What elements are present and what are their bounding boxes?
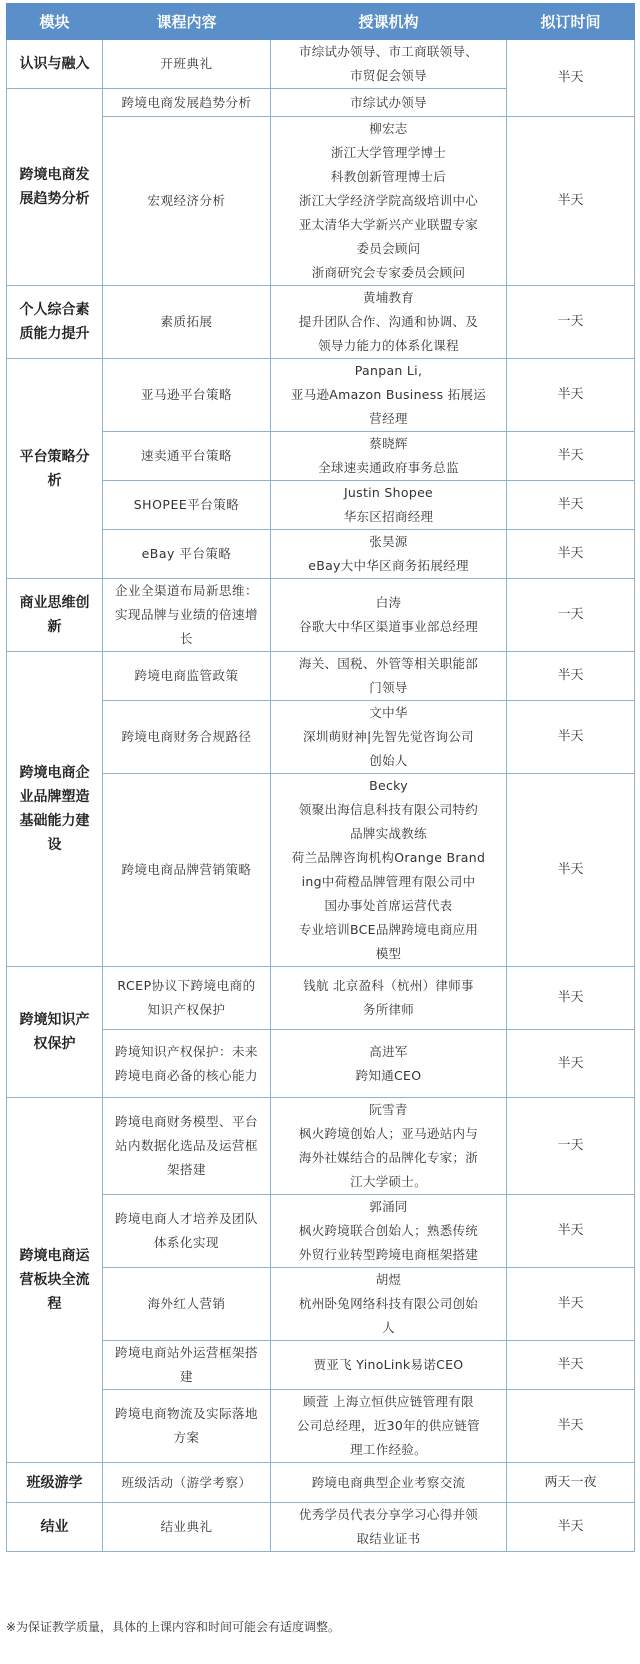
org-line: 领导力能力的体系化课程 [318,338,459,353]
time-cell: 半天 [507,40,635,117]
course-cell: 宏观经济分析 [103,117,271,286]
org-cell [271,1503,507,1552]
org-cell [271,117,507,286]
org-line: 创始人 [369,753,408,768]
org-line: 理工作经验。 [350,1442,427,1457]
time-cell: 半天 [507,967,635,1030]
org-line: 人 [382,1320,395,1335]
time-cell: 半天 [507,652,635,701]
org-line: 贾亚飞 YinoLink易诺CEO [313,1357,464,1372]
header-module: 模块 [7,4,103,40]
org-line: 柳宏志 [369,121,408,136]
time-cell: 半天 [507,432,635,481]
org-line: 取结业证书 [356,1531,421,1546]
org-line: 外贸行业转型跨境电商框架搭建 [298,1247,479,1262]
org-line: 黄埔教育 [362,290,415,305]
org-line: 浙江大学经济学院高级培训中心 [298,193,479,208]
module-cell: 认识与融入 [7,40,103,89]
table-row [7,359,635,432]
course-cell: 跨境电商财务合规路径 [103,701,271,774]
time-cell: 半天 [507,117,635,286]
org-line: Justin Shopee [343,485,434,500]
course-cell: eBay 平台策略 [103,530,271,579]
table-row [7,652,635,701]
module-cell: 平台策略分析 [7,359,103,579]
org-cell [271,1195,507,1268]
org-line: 浙江大学管理学博士 [330,145,447,160]
org-line: 枫火跨境联合创始人；熟悉传统 [298,1223,479,1238]
org-line: 胡煜 [375,1272,402,1287]
org-line: 海外社媒结合的品牌化专家；浙 [298,1150,479,1165]
module-cell: 跨境电商运营板块全流程 [7,1098,103,1463]
course-cell: 速卖通平台策略 [103,432,271,481]
course-cell: 跨境电商财务模型、平台站内数据化选品及运营框架搭建 [103,1098,271,1195]
org-line: 浙商研究会专家委员会顾问 [311,265,466,280]
org-line: 海关、国税、外管等相关职能部 [298,656,479,671]
org-cell [271,701,507,774]
org-cell [271,286,507,359]
org-cell [271,359,507,432]
org-cell [271,774,507,967]
org-cell [271,1463,507,1503]
org-line: 江大学硕士。 [350,1174,427,1189]
time-cell: 半天 [507,1503,635,1552]
module-cell: 商业思维创新 [7,579,103,652]
table-row [7,579,635,652]
time-cell: 半天 [507,359,635,432]
org-line: 提升团队合作、沟通和协调、及 [298,314,479,329]
org-line: 白涛 [375,595,402,610]
org-cell [271,40,507,89]
org-line: 领聚出海信息科技有限公司特约 [298,802,479,817]
org-line: 阮雪青 [369,1102,408,1117]
module-cell: 跨境知识产权保护 [7,967,103,1098]
org-line: 顾萱 上海立恒供应链管理有限 [303,1394,474,1409]
org-line: eBay大中华区商务拓展经理 [308,558,469,573]
time-cell: 半天 [507,1195,635,1268]
footnote: ※为保证教学质量，具体的上课内容和时间可能会有适度调整。 [6,1620,341,1634]
org-line: 委员会顾问 [356,241,421,256]
org-line: Becky [369,778,408,793]
org-line: 市综试办领导、市工商联领导、 [298,44,479,59]
course-cell: 跨境电商人才培养及团队体系化实现 [103,1195,271,1268]
org-line: 全球速卖通政府事务总监 [318,460,459,475]
org-line: 张昊源 [369,534,408,549]
time-cell: 两天一夜 [507,1463,635,1503]
table-row [7,967,635,1030]
org-line: 国办事处首席运营代表 [324,898,453,913]
org-line: 务所律师 [362,1002,415,1017]
org-cell [271,89,507,117]
course-cell: 跨境电商发展趋势分析 [103,89,271,117]
time-cell: 一天 [507,286,635,359]
org-line: 品牌实战教练 [350,826,427,841]
org-line: 模型 [375,946,402,961]
course-cell: RCEP协议下跨境电商的知识产权保护 [103,967,271,1030]
course-cell: 跨境电商站外运营框架搭建 [103,1341,271,1390]
time-cell: 半天 [507,1030,635,1098]
org-line: 钱航 北京盈科（杭州）律师事 [303,978,474,993]
org-line: 专业培训BCE品牌跨境电商应用 [298,922,479,937]
module-cell: 班级游学 [7,1463,103,1503]
org-cell [271,432,507,481]
org-line: 亚马逊Amazon Business 拓展运 [290,387,487,402]
course-cell: 跨境电商监管政策 [103,652,271,701]
org-cell [271,1341,507,1390]
org-cell [271,1268,507,1341]
org-line: 杭州卧兔网络科技有限公司创始 [298,1296,479,1311]
course-cell: 企业全渠道布局新思维：实现品牌与业绩的倍速增长 [103,579,271,652]
time-cell: 半天 [507,1390,635,1463]
course-cell: 素质拓展 [103,286,271,359]
header-course: 课程内容 [103,4,271,40]
org-line: 科教创新管理博士后 [330,169,447,184]
org-line: 门领导 [369,680,408,695]
course-cell: 跨境知识产权保护：未来跨境电商必备的核心能力 [103,1030,271,1098]
org-cell [271,579,507,652]
org-line: 高进军 [369,1043,408,1059]
org-line: 深圳萌财神|先智先觉咨询公司 [303,729,474,744]
schedule-table [6,3,635,1552]
course-cell: 跨境电商物流及实际落地方案 [103,1390,271,1463]
org-cell [271,967,507,1030]
org-cell [271,1390,507,1463]
course-cell: 班级活动（游学考察） [103,1463,271,1503]
time-cell: 半天 [507,774,635,967]
course-cell: SHOPEE平台策略 [103,481,271,530]
course-cell: 亚马逊平台策略 [103,359,271,432]
org-line: Panpan Li, [354,363,423,378]
org-line: 文中华 [369,705,408,720]
table-row [7,1098,635,1195]
table-row [7,286,635,359]
org-cell [271,1098,507,1195]
table-row [7,40,635,89]
time-cell: 半天 [507,481,635,530]
org-cell [271,530,507,579]
org-line: 优秀学员代表分享学习心得并领 [298,1507,479,1522]
module-cell: 跨境电商发展趋势分析 [7,89,103,286]
module-cell: 结业 [7,1503,103,1552]
table-row [7,1503,635,1552]
org-line: ing中荷橙品牌管理有限公司中 [301,874,476,889]
org-line: 华东区招商经理 [343,509,434,524]
org-cell [271,652,507,701]
org-line: 荷兰品牌咨询机构Orange Brand [291,850,486,865]
time-cell: 半天 [507,1341,635,1390]
time-cell: 半天 [507,1268,635,1341]
course-cell: 结业典礼 [103,1503,271,1552]
module-cell: 个人综合素质能力提升 [7,286,103,359]
module-cell: 跨境电商企业品牌塑造基础能力建设 [7,652,103,967]
time-cell: 半天 [507,701,635,774]
org-line: 跨境电商典型企业考察交流 [311,1474,466,1490]
header-org: 授课机构 [271,4,507,40]
org-cell [271,481,507,530]
header-row [7,4,635,40]
course-cell: 跨境电商品牌营销策略 [103,774,271,967]
org-line: 蔡晓辉 [369,436,408,451]
time-cell: 一天 [507,579,635,652]
org-line: 亚太清华大学新兴产业联盟专家 [298,217,479,232]
org-line: 市综试办领导 [350,94,427,110]
course-cell: 海外红人营销 [103,1268,271,1341]
org-line: 郭涌同 [369,1199,408,1214]
org-line: 营经理 [369,411,408,426]
time-cell: 半天 [507,530,635,579]
org-line: 跨知通CEO [355,1067,422,1083]
org-line: 枫火跨境创始人；亚马逊站内与 [298,1126,479,1141]
org-line: 谷歌大中华区渠道事业部总经理 [298,619,479,634]
org-line: 公司总经理，近30年的供应链管 [297,1418,480,1433]
course-cell: 开班典礼 [103,40,271,89]
header-time: 拟订时间 [507,4,635,40]
table-row [7,1463,635,1503]
org-cell [271,1030,507,1098]
org-line: 市贸促会领导 [350,68,427,83]
time-cell: 一天 [507,1098,635,1195]
